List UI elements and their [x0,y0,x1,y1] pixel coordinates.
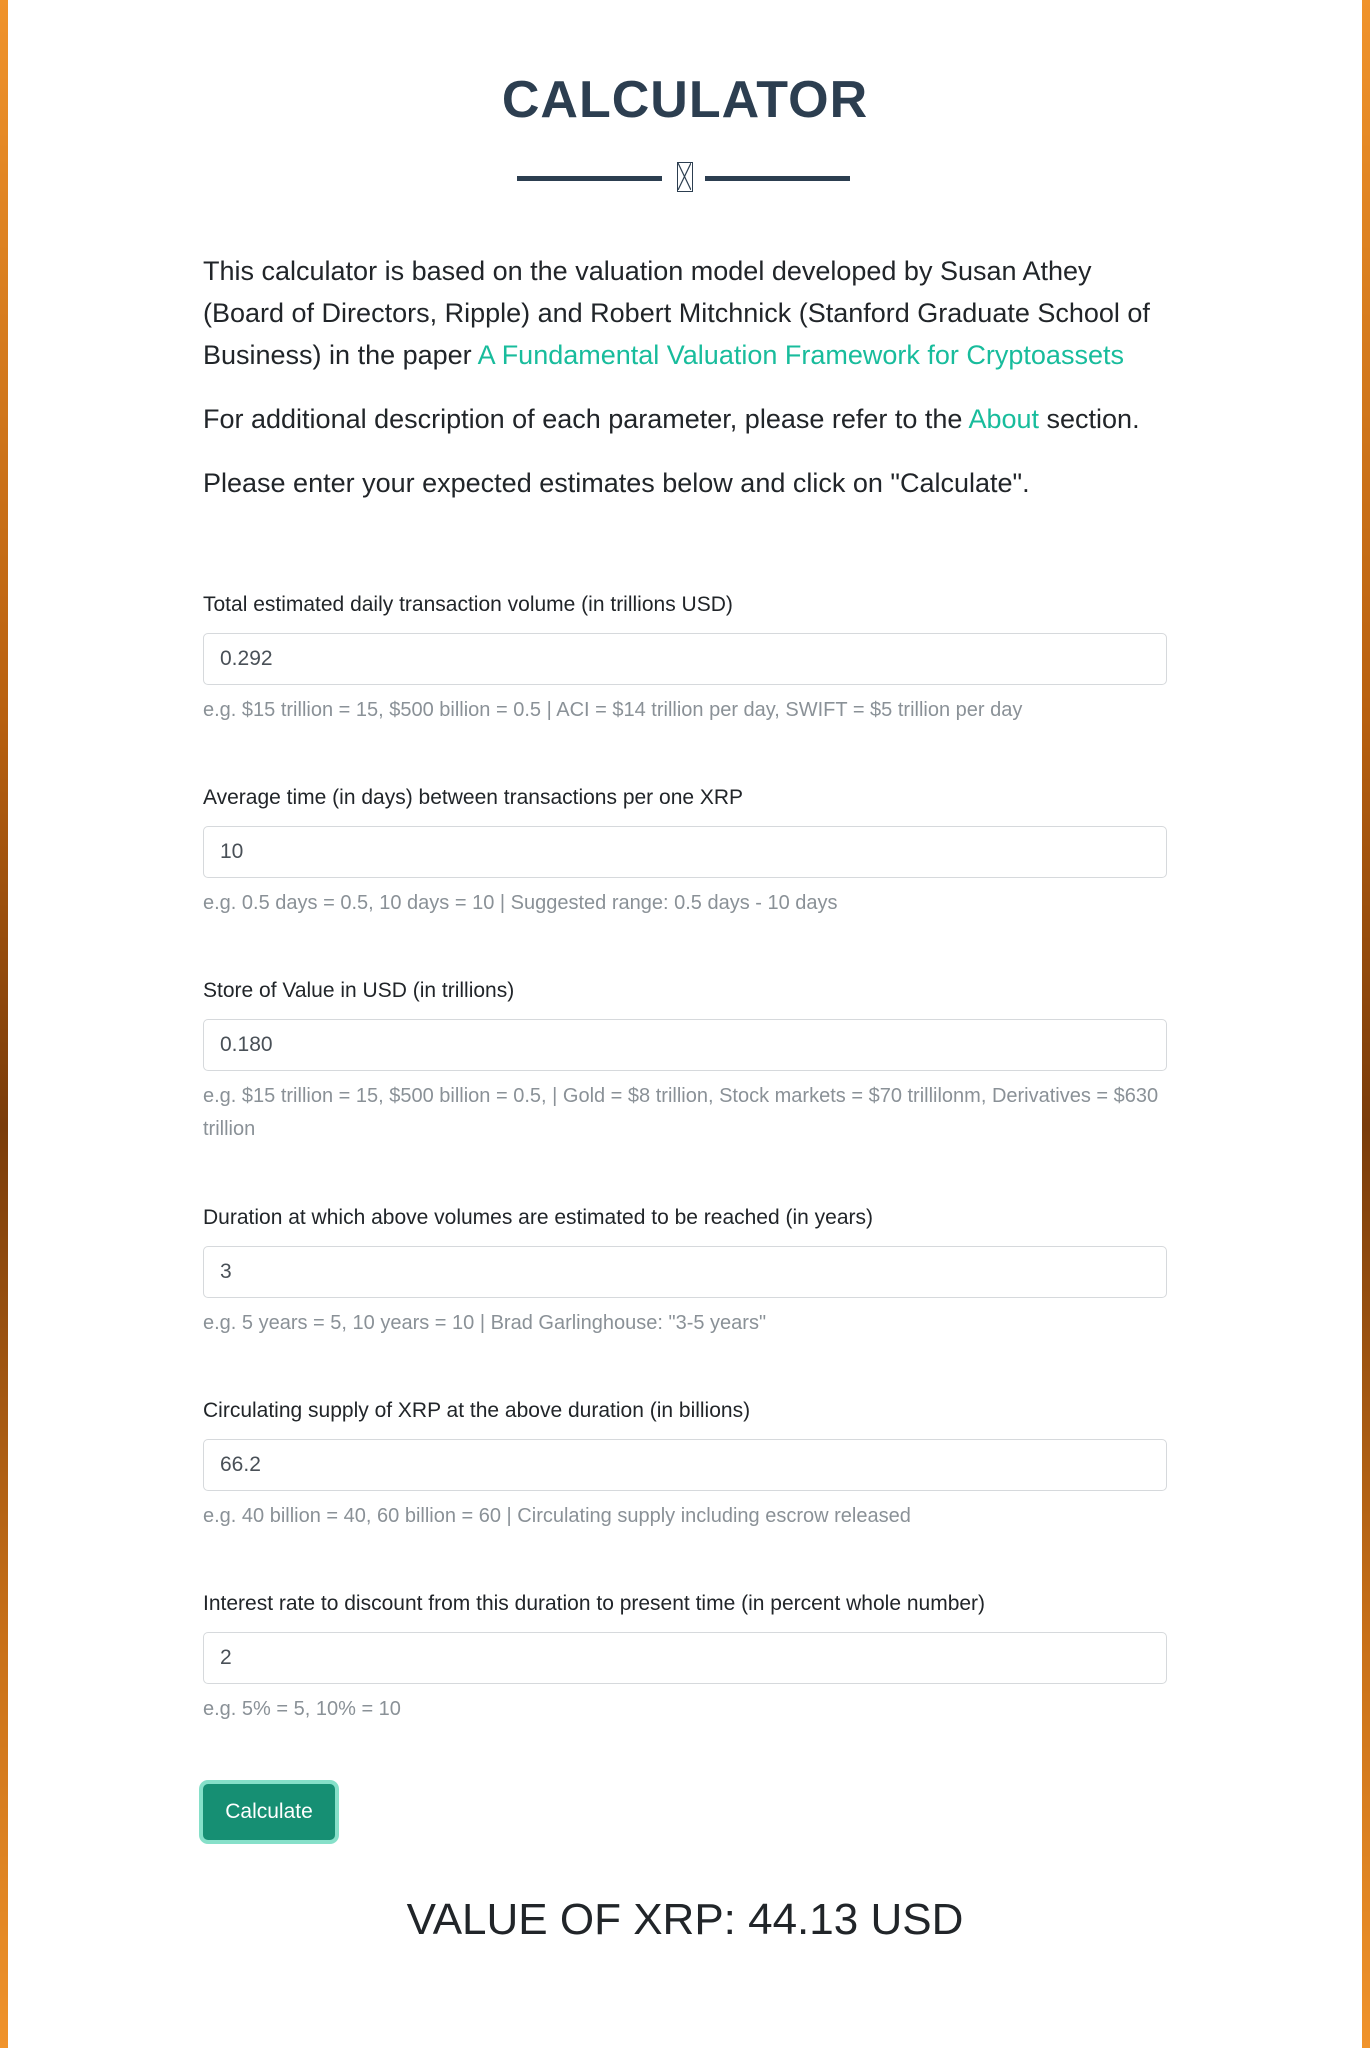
form-group-store-of-value [203,976,1167,1146]
velocity-help: e.g. 0.5 days = 0.5, 10 days = 10 | Suggested range: 0.5 days - 10 days [203,892,838,914]
circulating-supply-input[interactable] [203,1439,1167,1491]
form-group-duration [203,1203,1167,1340]
form-group-circulating-supply [203,1396,1167,1533]
interest-rate-label: Interest rate to discount from this duration to present time (in percent whole number) [203,1592,986,1615]
calculate-button[interactable]: Calculate [203,1784,335,1840]
duration-help: e.g. 5 years = 5, 10 years = 10 | Brad Garlinghouse: "3-5 years" [203,1312,767,1334]
title-divider [203,160,1167,194]
left-border-decoration [0,0,8,2048]
daily-volume-input[interactable] [203,633,1167,685]
paper-link[interactable]: A Fundamental Valuation Framework for Cryptoassets [477,340,1124,370]
velocity-input[interactable] [203,826,1167,878]
page-title: CALCULATOR [501,71,869,129]
velocity-label: Average time (in days) between transactions per one XRP [203,786,744,809]
daily-volume-label: Total estimated daily transaction volume (in trillions USD) [203,593,733,616]
store-of-value-label: Store of Value in USD (in trillions) [203,979,515,1002]
form-group-interest-rate [203,1589,1167,1726]
store-of-value-help: e.g. $15 trillion = 15, $500 billion = 0.5, | Gold = $8 trillion, Stock markets = $70 trillilonm, Derivatives = $630 trillion [203,1085,1159,1140]
form-group-velocity [203,783,1167,920]
circulating-supply-label: Circulating supply of XRP at the above duration (in billions) [203,1399,751,1422]
intro-paragraph-2: For additional description of each parameter, please refer to the About section. [203,404,1140,434]
right-border-decoration [1362,0,1370,2048]
daily-volume-help: e.g. $15 trillion = 15, $500 billion = 0.5 | ACI = $14 trillion per day, SWIFT = $5 trillion per day [203,699,1023,721]
interest-rate-input[interactable] [203,1632,1167,1684]
star-icon [677,162,693,192]
result-value: VALUE OF XRP: 44.13 USD [406,1895,964,1944]
divider-line-right [705,176,850,181]
duration-input[interactable] [203,1246,1167,1298]
circulating-supply-help: e.g. 40 billion = 40, 60 billion = 60 | Circulating supply including escrow released [203,1505,911,1527]
duration-label: Duration at which above volumes are estimated to be reached (in years) [203,1206,874,1229]
intro-paragraph-1: This calculator is based on the valuation model developed by Susan Athey (Board of Directors, Ripple) and Robert Mitchnick (Stanford Graduate School of Business) in the paper A Fundamental Valuation Framework for Cryptoassets [203,256,1150,370]
store-of-value-input[interactable] [203,1019,1167,1071]
intro-paragraph-3: Please enter your expected estimates below and click on "Calculate". [203,468,1030,498]
about-link[interactable]: About [968,404,1040,434]
divider-line-left [517,176,662,181]
interest-rate-help: e.g. 5% = 5, 10% = 10 [203,1698,401,1720]
form-group-daily-volume [203,590,1167,727]
intro-text [203,250,1167,526]
